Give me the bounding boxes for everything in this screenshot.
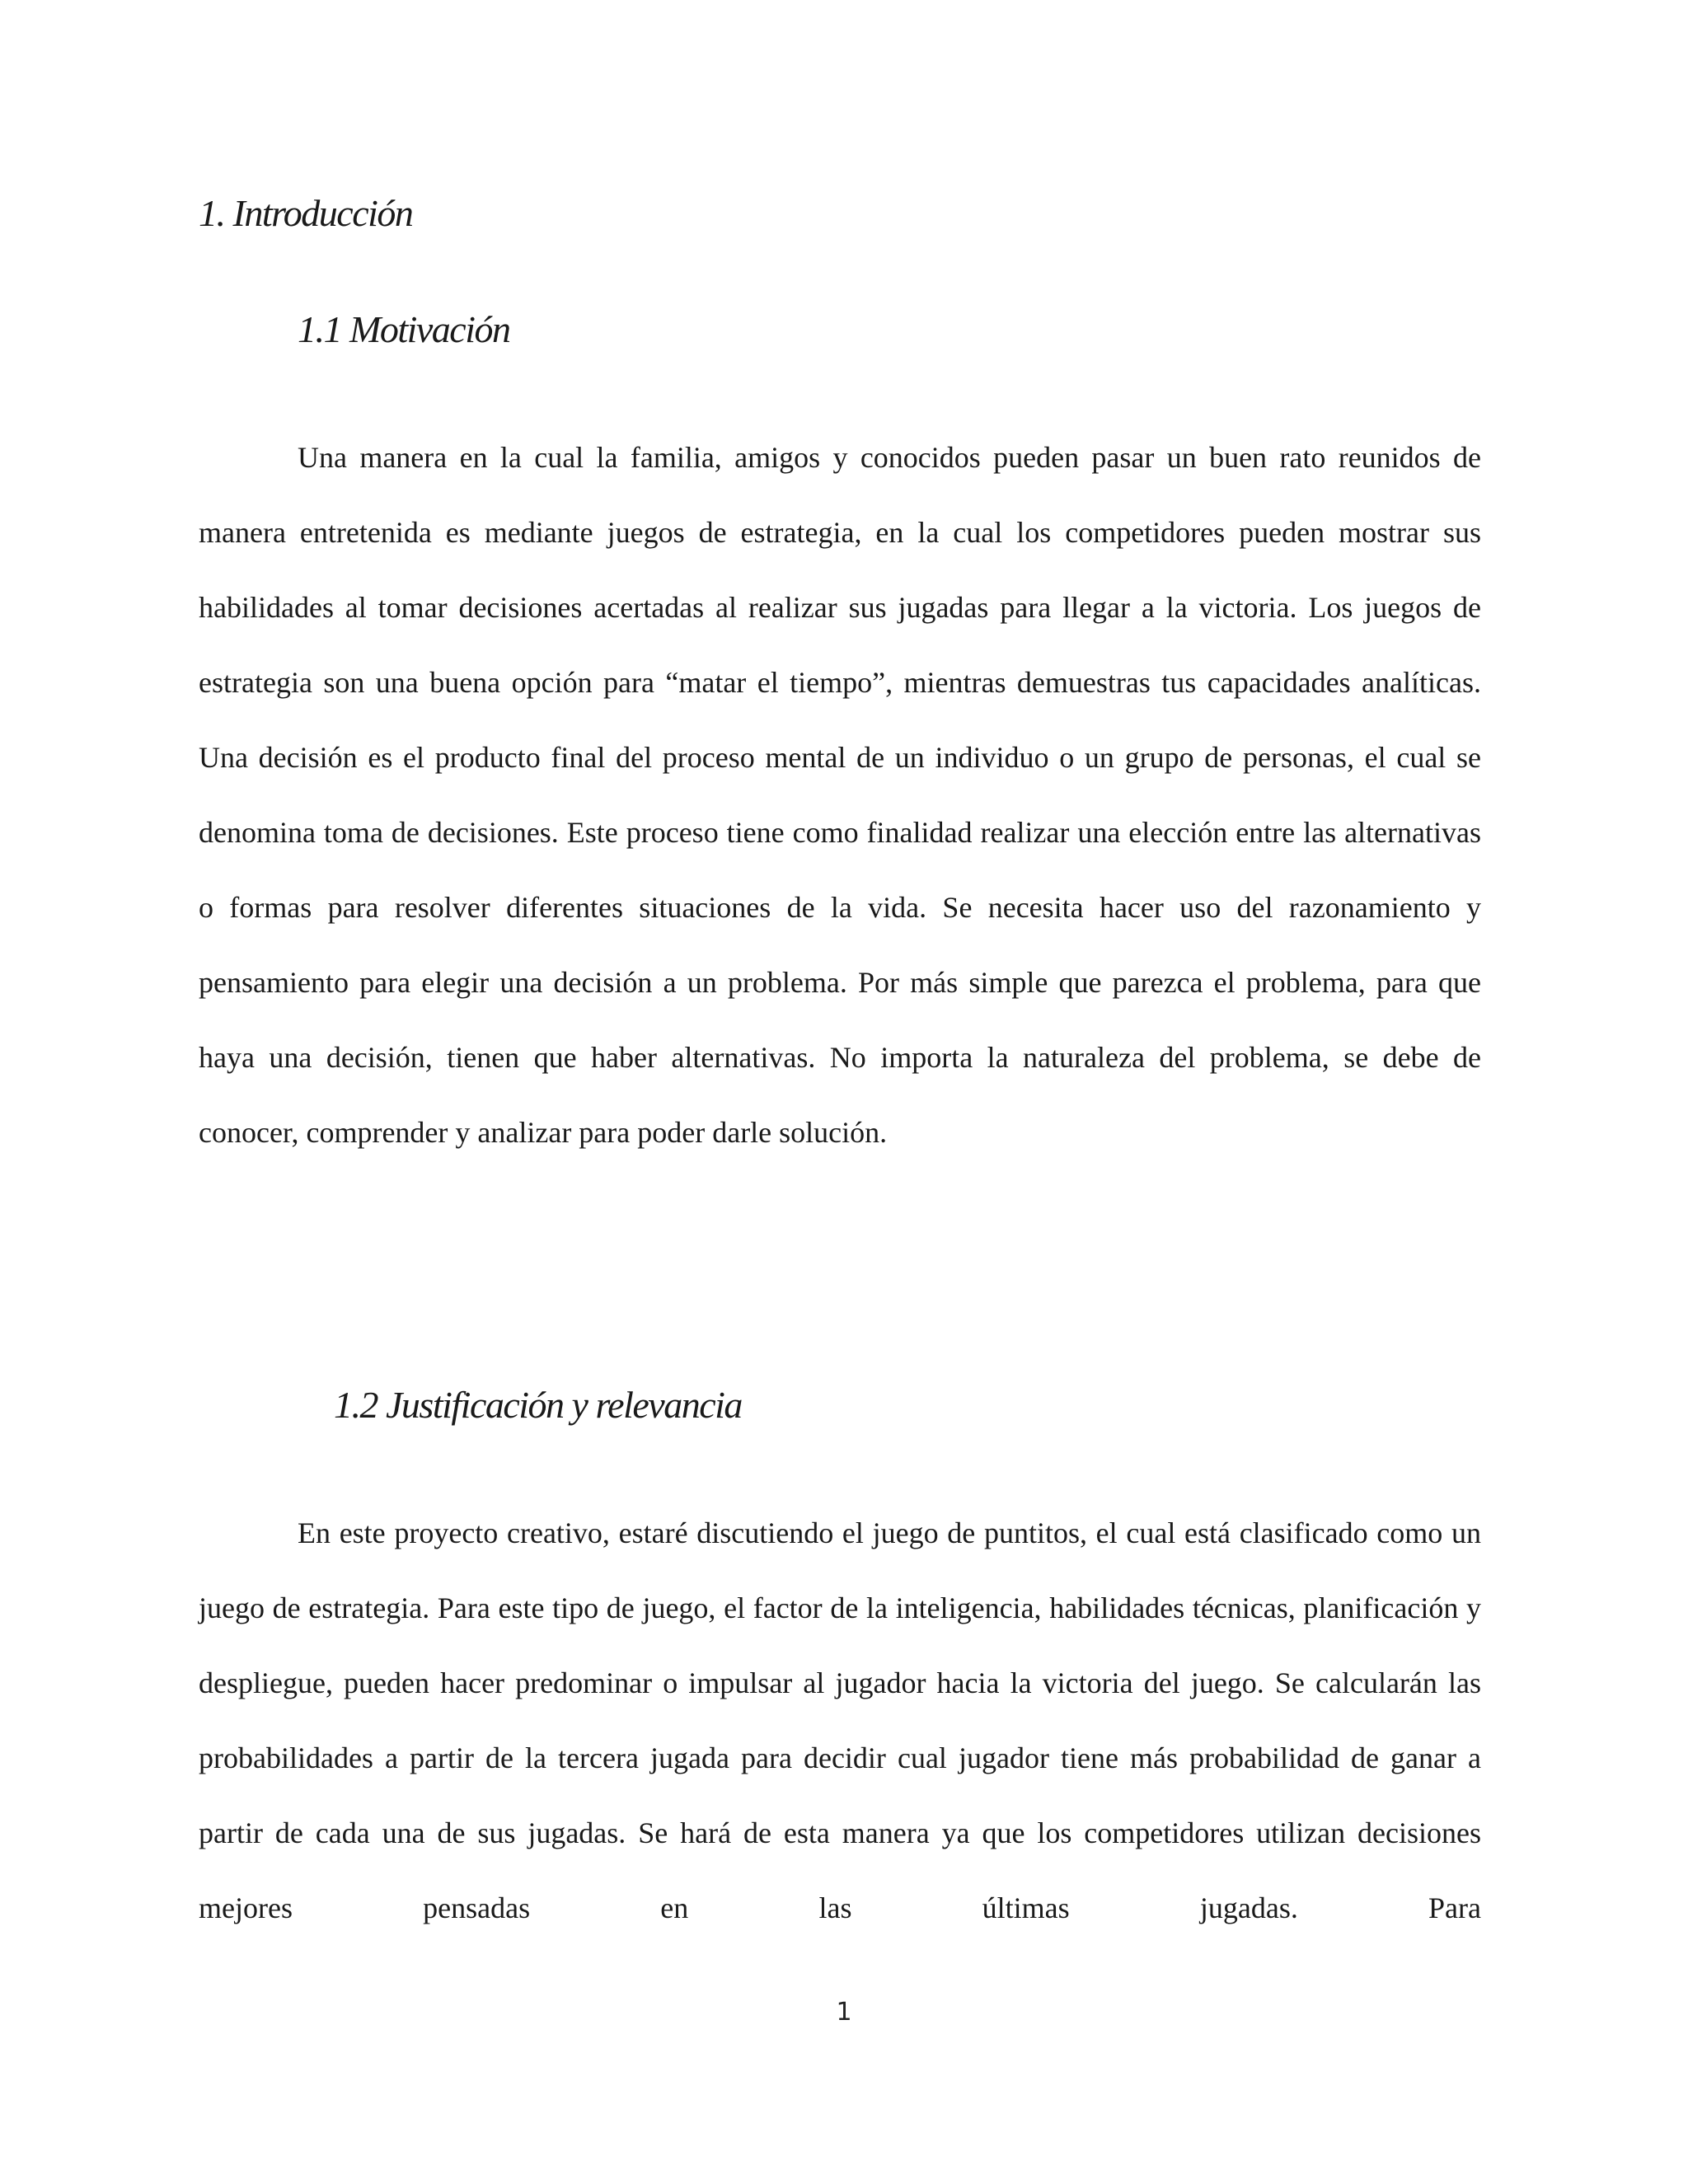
heading-justificacion: 1.2 Justificación y relevancia <box>334 1384 742 1426</box>
paragraph-justificacion: En este proyecto creativo, estaré discutiendo el juego de puntitos, el cual está clasificado como un juego de estrategia. Para este tipo de juego, el factor de la inteligencia, habilidades técnicas, planificación y despliegue, pueden hacer predominar o impulsar al jugador hacia la victoria del juego. Se calcularán las probabilidades a partir de la tercera jugada para decidir cual jugador tiene más probabilidad de ganar a partir de cada una de sus jugadas. Se hará de esta manera ya que los competidores utilizan decisiones mejores pensadas en las últimas jugadas. Para <box>199 1516 1481 1924</box>
page-number: 1 <box>836 1998 852 2027</box>
paragraph-motivacion: Una manera en la cual la familia, amigos y conocidos pueden pasar un buen rato reunidos de manera entretenida es mediante juegos de estrategia, en la cual los competidores pueden mostrar sus habilidades al tomar decisiones acertadas al realizar sus jugadas para llegar a la victoria. Los juegos de estrategia son una buena opción para “matar el tiempo”, mientras demuestras tus capacidades analíticas. Una decisión es el producto final del proceso mental de un individuo o un grupo de personas, el cual se denomina toma de decisiones. Este proceso tiene como finalidad realizar una elección entre las alternativas o formas para resolver diferentes situaciones de la vida. Se necesita hacer uso del razonamiento y pensamiento para elegir una decisión a un problema. Por más simple que parezca el problema, para que haya una decisión, tienen que haber alternativas. No importa la naturaleza del problema, se debe de conocer, comprender y analizar para poder darle solución. <box>199 441 1481 1149</box>
heading-introduccion: 1. Introducción <box>199 192 413 234</box>
heading-motivacion: 1.1 Motivación <box>298 308 510 350</box>
